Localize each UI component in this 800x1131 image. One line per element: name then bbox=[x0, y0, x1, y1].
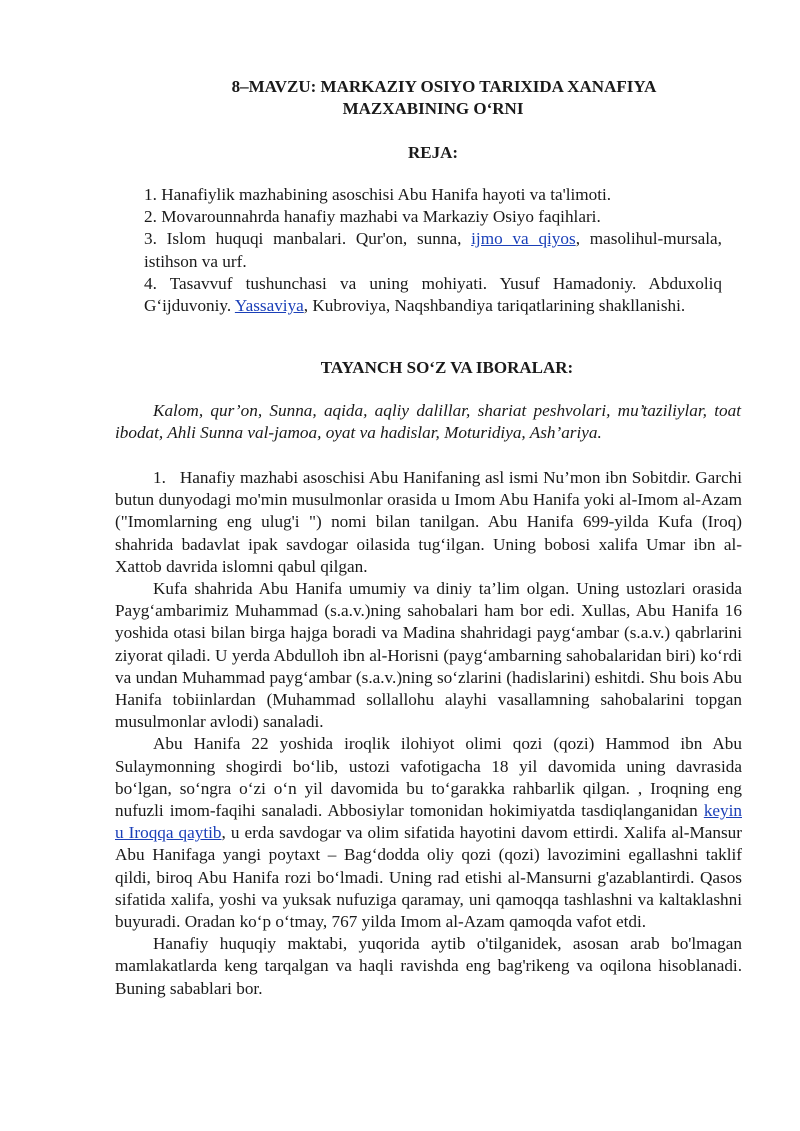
title-line-1: 8–MAVZU: MARKAZIY OSIYO TARIXIDA XANAFIYA bbox=[231, 77, 657, 96]
plan-heading: REJA: bbox=[407, 143, 459, 162]
plan-list bbox=[144, 184, 722, 317]
plan-item-text: 4. Tasavvuf tushunchasi va uning mohiyati. Yusuf Hamadoniy. Abduxoliq G‘ijduvoniy. bbox=[144, 273, 722, 316]
plan-item-text: , masolihul-mursala, istihson va urf. bbox=[144, 229, 722, 271]
keywords-heading: TAYANCH SO‘Z VA IBORALAR: bbox=[320, 358, 574, 377]
plan-item-2 bbox=[144, 206, 722, 228]
title-line-2: MAZXABINING O‘RNI bbox=[342, 99, 524, 118]
iroqqa-qaytib-link[interactable]: keyin u Iroqqa qaytib bbox=[115, 801, 742, 843]
paragraph-1 bbox=[115, 467, 742, 578]
paragraph-number: 1. bbox=[153, 468, 166, 487]
plan-item-text: 1. Hanafiylik mazhabining asoschisi Abu Hanifa hayoti va ta'limoti. bbox=[144, 185, 612, 204]
plan-item-3 bbox=[144, 228, 722, 272]
yassaviya-link[interactable]: Yassaviya bbox=[234, 296, 304, 316]
plan-item-4 bbox=[144, 273, 722, 317]
plan-item-text: , Kubroviya, Naqshbandiya tariqatlarining shakllanishi. bbox=[303, 296, 686, 316]
plan-item-1 bbox=[144, 184, 722, 206]
ijmo-qiyos-link[interactable]: ijmo va qiyos bbox=[471, 229, 576, 249]
plan-item-text: 3. Islom huquqi manbalari. Qur'on, sunna, bbox=[144, 229, 472, 249]
page-title bbox=[115, 76, 751, 120]
paragraph-4: Hanafiy huquqiy maktabi, yuqorida aytib o'tilganidek, asosan arab bo'lmagan mamlakatlarda keng tarqalgan va haqli ravishda eng bag'rikeng va oqilona hisoblanadi. Buning sabablari bor. bbox=[115, 934, 742, 998]
main-body bbox=[115, 467, 742, 1000]
paragraph-text: , u erda savdogar va olim sifatida hayotini davom ettirdi. Xalifa al-Mansur Abu Hanifaga yangi poytaxt – Bag‘dodda oliy qozi (qozi) lavozimini egallashni taklif qildi, biroq Abu Hanifa rozi bo‘lmadi. Uning rad etishi al-Mansurni g'azablantirdi. Qasos sifatida xalifa, yoshi va yuksak nufuziga qaramay, uni qamoqqa tashlashni va kaltaklashni buyuradi. Oradan ko‘p o‘tmay, 767 yilda Imom al-Azam qamoqda vafot etdi. bbox=[115, 823, 742, 932]
paragraph-2: Kufa shahrida Abu Hanifa umumiy va diniy ta’lim olgan. Uning ustozlari orasida Payg‘ambarimiz Muhammad (s.a.v.)ning sahobalari ham bor edi. Xullas, Abu Hanifa 16 yoshida otasi bilan birga hajga boradi va Madina shahridagi payg‘ambar (s.a.v.) qabrlarini ziyorat qiladi. U yerda Abdulloh ibn al-Horisni (payg‘ambarning sahobalaridan biri) ko‘rdi va undan Muhammad payg‘ambar (s.a.v.)ning so‘zlarini (hadislarini) eshitdi. Shu bois Abu Hanifa tobiinlardan (Muhammad sollallohu alayhi vasallamning sahobalarini topgan musulmonlar avlodi) sanaladi. bbox=[115, 579, 742, 732]
paragraph-text: Hanafiy mazhabi asoschisi Abu Hanifaning asl ismi Nu’mon ibn Sobitdir. Garchi butun dunyodagi mo'min musulmonlar orasida u Imom Abu Hanifa yoki al-Imom al-Azam ("Imomlarning eng ulug'i ") nomi bilan tanilgan. Abu Hanifa 699-yilda Kufa (Iroq) shahrida badavlat ipak savdogar oilasida tug‘ilgan. Uning bobosi xalifa Umar ibn al-Xattob davrida islomni qabul qilgan. bbox=[115, 468, 742, 576]
paragraph-3 bbox=[115, 733, 742, 933]
plan-item-text: 2. Movarounnahrda hanafiy mazhabi va Markaziy Osiyo faqihlari. bbox=[144, 207, 601, 227]
keywords-text: Kalom, qur’on, Sunna, aqida, aqliy dalillar, shariat peshvolari, mu’taziliylar, toat ibodat, Ahli Sunna val-jamoa, oyat va hadislar, Moturidiya, Ash’ariya. bbox=[115, 401, 741, 443]
paragraph-text: Abu Hanifa 22 yoshida iroqlik ilohiyot olimi qozi (qozi) Hammod ibn Abu Sulaymonning shogirdi bo‘lib, ustozi vafotigacha 18 yil davomida uning davrasida bo‘lgan, so‘ngra o‘zi o‘n yil davomida bu to‘garakka rahbarlik qilgan. , Iroqning eng nufuzli imom-faqihi sanaladi. Abbosiylar tomonidan hokimiyatda tasdiqlanganidan bbox=[115, 734, 742, 821]
